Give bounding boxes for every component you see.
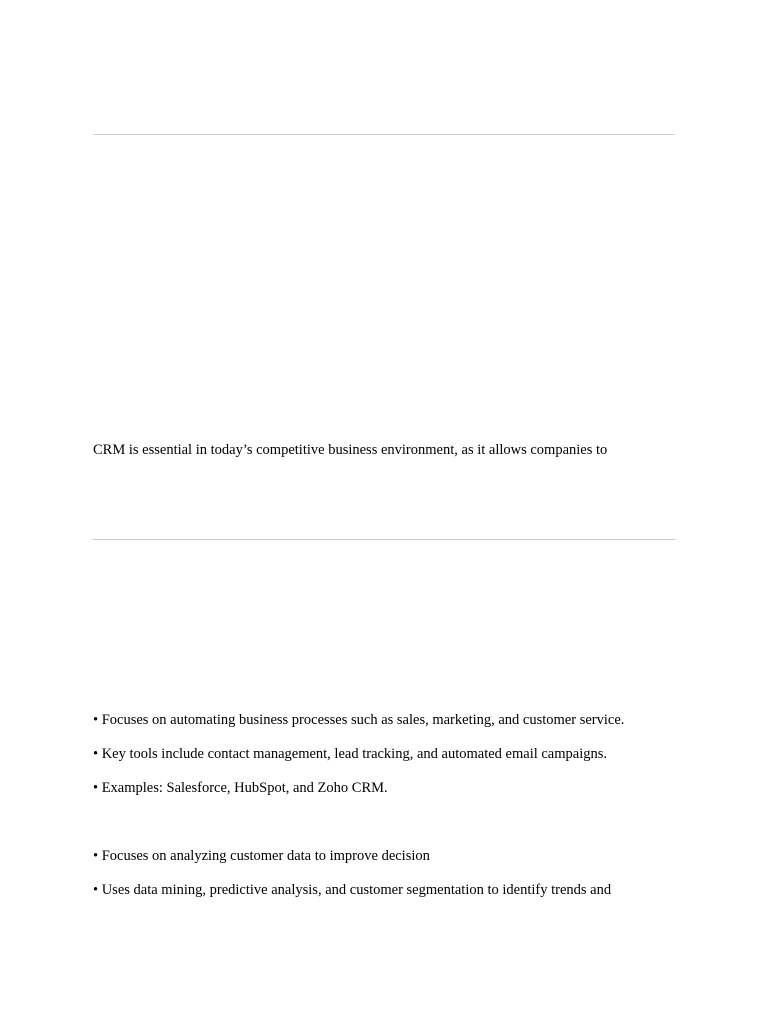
- list-item: • Focuses on automating business processes such as sales, marketing, and customer service.: [93, 712, 625, 728]
- horizontal-divider: [93, 134, 675, 135]
- list-item: • Uses data mining, predictive analysis, and customer segmentation to identify trends and: [93, 882, 612, 898]
- list-item: • Focuses on analyzing customer data to improve decision: [93, 848, 430, 864]
- list-item: • Key tools include contact management, lead tracking, and automated email campaigns.: [93, 746, 608, 762]
- list-item: • Examples: Salesforce, HubSpot, and Zoho CRM.: [93, 780, 388, 796]
- intro-paragraph-line: CRM is essential in today’s competitive business environment, as it allows companies to: [93, 442, 608, 458]
- horizontal-divider: [93, 539, 675, 540]
